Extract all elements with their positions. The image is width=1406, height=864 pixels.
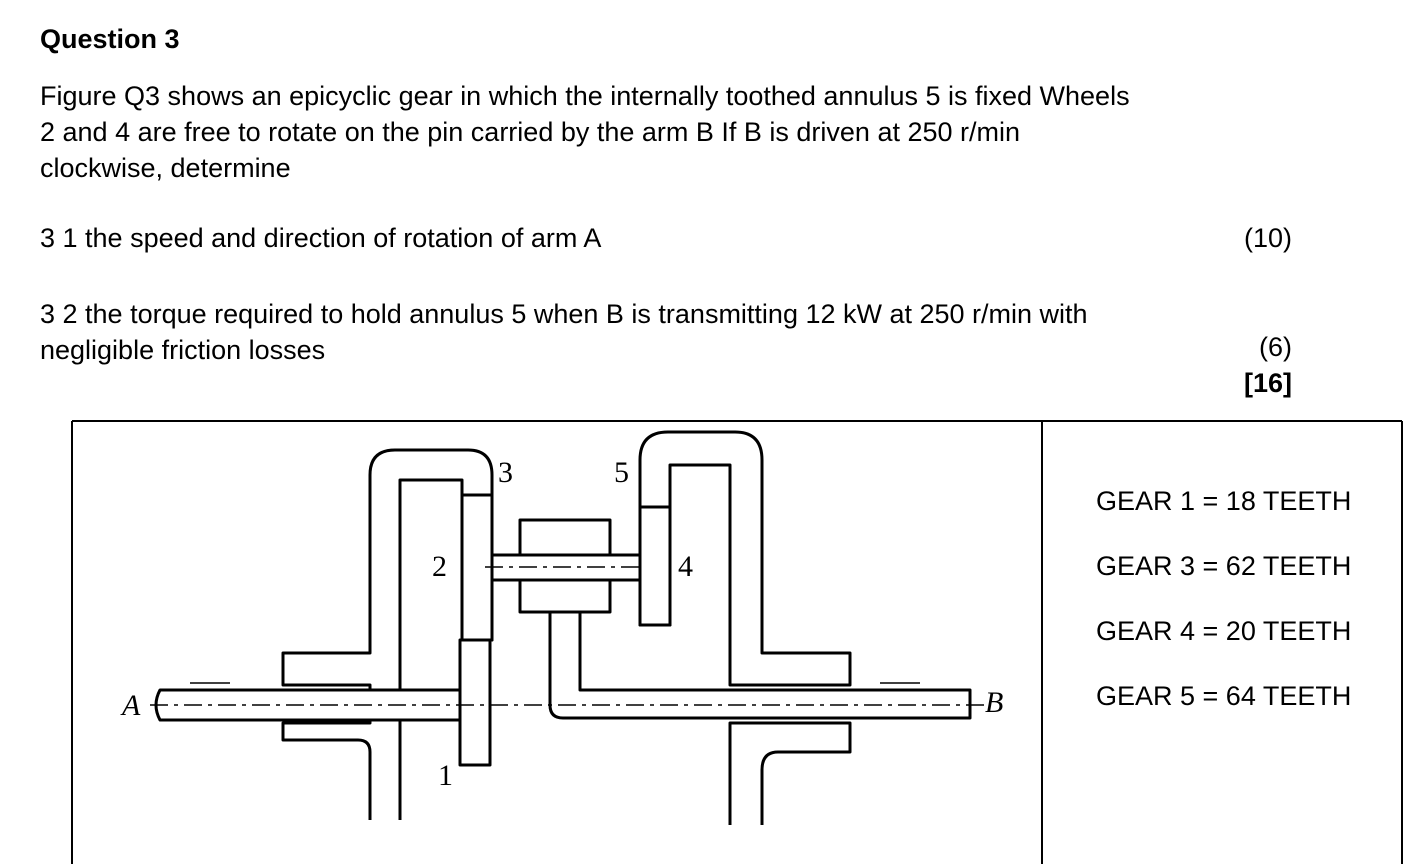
- gear-teeth-row: GEAR 4 = 20 TEETH: [1096, 616, 1352, 646]
- part-2-line: negligible friction losses: [40, 335, 326, 365]
- planet-hub-bottom: [520, 580, 610, 612]
- gear-1: [460, 640, 490, 765]
- gear-teeth-table: [1096, 486, 1351, 746]
- intro-line: clockwise, determine: [40, 153, 291, 183]
- gear-teeth-row: GEAR 3 = 62 TEETH: [1096, 551, 1352, 581]
- part-2-marks: (6): [1259, 332, 1292, 362]
- gear-5-annulus: [640, 432, 850, 825]
- label-gear-1: 1: [438, 759, 453, 792]
- total-marks: [16]: [1243, 368, 1292, 398]
- part-2-line: 3 2 the torque required to hold annulus 5 when B is transmitting 12 kW at 250 r/min with: [40, 299, 1088, 329]
- part-1-marks: (10): [1243, 223, 1292, 253]
- label-gear-5: 5: [614, 456, 629, 489]
- intro-line: 2 and 4 are free to rotate on the pin carried by the arm B If B is driven at 250 r/min: [40, 117, 1021, 147]
- intro-line: Figure Q3 shows an epicyclic gear in which the internally toothed annulus 5 is fixed Wheels: [40, 81, 1130, 111]
- gear-teeth-row: GEAR 1 = 18 TEETH: [1096, 486, 1352, 516]
- label-gear-3: 3: [498, 456, 513, 489]
- label-gear-4: 4: [678, 550, 693, 583]
- part-1-text: 3 1 the speed and direction of rotation of arm A: [40, 223, 602, 253]
- gear-4: [640, 507, 670, 625]
- planet-hub-top: [520, 520, 610, 555]
- question-heading: Question 3: [40, 24, 180, 54]
- label-gear-2: 2: [432, 550, 447, 583]
- label-b: B: [985, 686, 1004, 719]
- label-a: A: [122, 689, 141, 722]
- gear-teeth-row: GEAR 5 = 64 TEETH: [1096, 681, 1352, 711]
